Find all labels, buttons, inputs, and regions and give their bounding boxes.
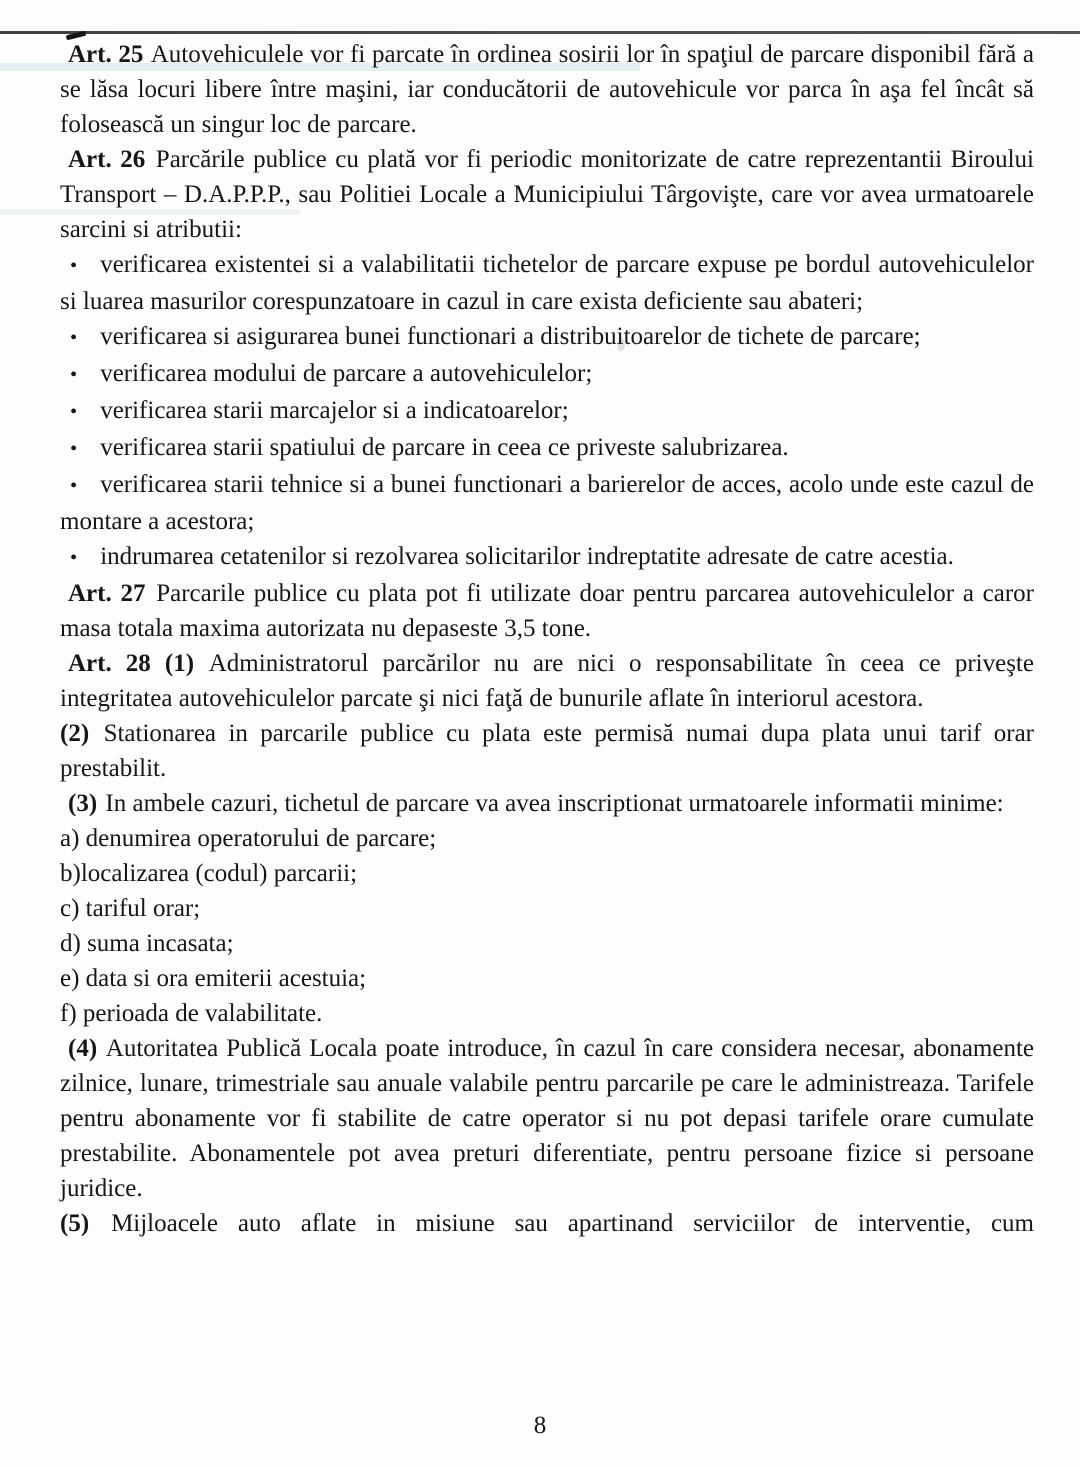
bullet-item-6: [60, 467, 1034, 539]
article-26-label: Art. 26: [68, 146, 146, 173]
bullet-icon: •: [70, 255, 78, 277]
bullet-item-6-text: verificarea starii tehnice si a bunei functionari a barierelor de acces, acolo unde este cazul de montare a acestora;: [60, 471, 1034, 535]
paragraph-4-label: (4): [68, 1035, 98, 1062]
article-27-text: Parcarile publice cu plata pot fi utilizate doar pentru parcarea autovehiculelor a caror masa totala maxima autorizata nu depaseste 3,5 tone.: [60, 580, 1035, 642]
paragraph-2-label: (2): [60, 720, 90, 747]
article-27-label: Art. 27: [68, 580, 146, 607]
page-footer: [0, 1408, 1080, 1443]
bullet-item-2: [60, 319, 1034, 356]
ticket-info-item-b: b)localizarea (codul) parcarii;: [60, 860, 358, 887]
paragraph-3-label: (3): [68, 790, 98, 817]
bullet-item-4: [60, 393, 1034, 430]
bullet-icon: •: [70, 475, 78, 497]
article-28-paragraph-4: [60, 1031, 1034, 1206]
paragraph-5-label: (5): [60, 1210, 90, 1237]
ticket-info-item-e: e) data si ora emiterii acestuia;: [60, 965, 367, 992]
paragraph-2-text: Stationarea in parcarile publice cu plata este permisă numai dupa plata unui tarif orar prestabilit.: [60, 720, 1035, 782]
bullet-item-4-text: verificarea starii marcajelor si a indicatoarelor;: [100, 397, 569, 424]
paragraph-4-text: Autoritatea Publică Locala poate introduce, în cazul în care considera necesar, abonamente zilnice, lunare, trimestriale sau anuale valabile pentru parcarile pe care le administreaza. Tarifele pentru abonamente vor fi stabilite de catre operator si nu pot depasi tarifele orare cumulate prestabilite. Abonamentele pot avea preturi diferentiate, pentru persoane fizice si persoane juridice.: [60, 1035, 1035, 1202]
paragraph-5-text: Mijloacele auto aflate in misiune sau apartinand serviciilor de interventie, cum: [111, 1210, 1035, 1237]
article-25-text: Autovehiculele vor fi parcate în ordinea sosirii lor în spaţiul de parcare disponibil fără a se lăsa locuri libere între maşini, iar conducătorii de autovehicule vor parca în aşa fel încât să folosească un singur loc de parcare.: [60, 41, 1035, 138]
bullet-item-1-text: verificarea existentei si a valabilitatii tichetelor de parcare expuse pe bordul autovehiculelor si luarea masurilor corespunzatoare in cazul in care exista deficiente sau abateri;: [60, 251, 1034, 315]
article-26-text: Parcările publice cu plată vor fi periodic monitorizate de catre reprezentantii Biroului Transport – D.A.P.P.P., sau Politiei Locale a Municipiului Târgovişte, care vor avea urmatoarele sarcini si atributii:: [60, 146, 1034, 243]
page-top-rule: [0, 31, 1080, 34]
bullet-item-1: [60, 247, 1034, 319]
bullet-icon: •: [70, 547, 78, 569]
bullet-item-3: [60, 356, 1034, 393]
bullet-item-7-text: indrumarea cetatenilor si rezolvarea solicitarilor indreptatite adresate de catre acestia.: [100, 543, 954, 570]
bullet-item-5-text: verificarea starii spatiului de parcare in ceea ce priveste salubrizarea.: [100, 434, 789, 461]
article-25-paragraph: [60, 37, 1034, 142]
article-28-paragraph-2: [60, 716, 1034, 786]
article-28-label: Art. 28 (1): [68, 650, 195, 677]
bullet-icon: •: [70, 364, 78, 386]
bullet-item-2-text: verificarea si asigurarea bunei functionari a distribuitoarelor de tichete de parcare;: [100, 323, 921, 350]
bullet-item-3-text: verificarea modului de parcare a autovehiculelor;: [100, 360, 593, 387]
article-25-label: Art. 25: [68, 41, 144, 68]
bullet-item-5: [60, 430, 1034, 467]
article-28-paragraph-1: [60, 646, 1034, 716]
bullet-icon: •: [70, 327, 78, 349]
ticket-info-item-a: a) denumirea operatorului de parcare;: [60, 825, 437, 852]
article-27-paragraph: [60, 576, 1034, 646]
duties-bullet-list: [60, 247, 1034, 576]
article-28-text: Administratorul parcărilor nu are nici o responsabilitate în ceea ce priveşte integritatea autovehiculelor parcate şi nici faţă de bunurile aflate în interiorul acestora.: [60, 650, 1034, 712]
page-number: 8: [533, 1412, 547, 1439]
article-28-paragraph-3: [60, 786, 1034, 821]
article-26-paragraph: [60, 142, 1034, 247]
document-content: [60, 37, 1034, 1241]
ticket-info-item-c: c) tariful orar;: [60, 895, 201, 922]
ticket-info-item-d: d) suma incasata;: [60, 930, 234, 957]
bullet-icon: •: [70, 438, 78, 460]
ticket-info-item-f: f) perioada de valabilitate.: [60, 1000, 323, 1027]
bullet-item-7: [60, 539, 1034, 576]
article-28-paragraph-5: [60, 1206, 1034, 1241]
bullet-icon: •: [70, 401, 78, 423]
paragraph-3-text: In ambele cazuri, tichetul de parcare va avea inscriptionat urmatoarele informatii minime:: [105, 790, 1004, 817]
ticket-info-list: [60, 821, 1034, 1031]
